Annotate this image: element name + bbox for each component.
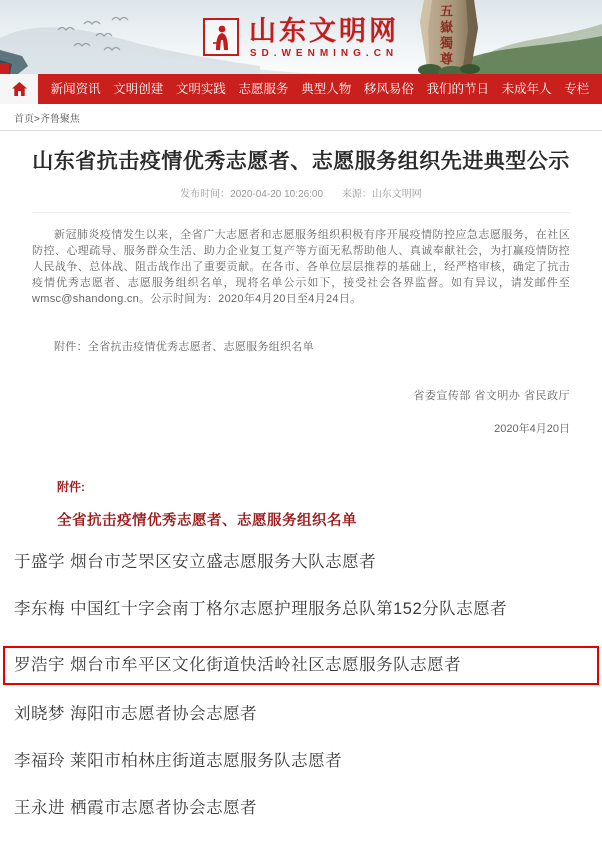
volunteer-affiliation: 海阳市志愿者协会志愿者 — [70, 705, 258, 723]
nav-items — [38, 74, 602, 104]
volunteer-affiliation: 栖霞市志愿者协会志愿者 — [70, 799, 258, 817]
article-body-paragraph: 新冠肺炎疫情发生以来，全省广大志愿者和志愿服务组织积极有序开展疫情防控应急志愿服务，在社区防控、心理疏导、服务群众生活、助力企业复工复产等方面无私帮助他人、真诚奉献社会，为打赢疫情防控人民战争、总体战、阻击战作出了重要贡献。在各市、各单位层层推荐的基础上，经严格审核，确定了抗击疫情优秀志愿者、志愿服务组织名单，现将名单公示如下，接受社会各界监督。如有异议，请发邮件至wmsc@shandong.cn。公示时间为：2020年4月20日至4月24日。 — [32, 229, 570, 305]
roster-item — [14, 798, 588, 819]
volunteer-name: 于盛学 — [14, 553, 65, 571]
roster-item — [14, 599, 588, 620]
attachment-note: 附件：全省抗击疫情优秀志愿者、志愿服务组织名单 — [54, 341, 314, 353]
article-source — [342, 189, 422, 200]
volunteer-name: 王永进 — [14, 799, 65, 817]
breadcrumb-section: 齐鲁聚焦 — [39, 114, 80, 125]
nav-item-minors[interactable]: 未成年人 — [501, 82, 552, 96]
issue-date: 2020年4月20日 — [494, 423, 570, 435]
main-nav — [0, 74, 602, 104]
publish-time-value: 2020-04-20 10:26:00 — [230, 189, 324, 200]
confucius-seal-icon — [203, 18, 239, 56]
site-name: 山东文明网 — [249, 15, 399, 46]
banner-red-corner — [0, 63, 9, 74]
issuing-departments: 省委宣传部 省文明办 省民政厅 — [413, 390, 570, 402]
roster-item — [14, 751, 588, 772]
nav-item-volunteer-service[interactable]: 志愿服务 — [238, 82, 289, 96]
volunteer-name: 罗浩宇 — [14, 656, 65, 674]
article — [0, 149, 602, 436]
publish-time — [180, 189, 323, 200]
appendix-label: 附件: — [57, 480, 85, 494]
volunteer-affiliation: 莱阳市柏林庄街道志愿服务队志愿者 — [70, 752, 343, 770]
nav-home-button[interactable] — [0, 74, 38, 104]
breadcrumb-home-link[interactable]: 首页 — [14, 114, 34, 125]
site-url: SD.WENMING.CN — [249, 47, 399, 59]
mountain-calligraphy: 五嶽獨尊 — [438, 4, 453, 68]
home-icon — [12, 82, 27, 96]
nav-item-civilization-creation[interactable]: 文明创建 — [113, 82, 164, 96]
appendix-title: 全省抗击疫情优秀志愿者、志愿服务组织名单 — [57, 513, 357, 529]
volunteer-name: 刘晓梦 — [14, 705, 65, 723]
meta-divider — [32, 212, 570, 213]
nav-item-our-festivals[interactable]: 我们的节日 — [426, 82, 489, 96]
nav-item-model-people[interactable]: 典型人物 — [301, 82, 352, 96]
nav-item-news[interactable]: 新闻资讯 — [50, 82, 101, 96]
volunteer-affiliation: 中国红十字会南丁格尔志愿护理服务总队第152分队志愿者 — [70, 600, 508, 618]
roster-item — [14, 552, 588, 573]
breadcrumb — [0, 104, 602, 131]
volunteer-name: 李东梅 — [14, 600, 65, 618]
volunteer-name: 李福玲 — [14, 752, 65, 770]
publish-time-label: 发布时间： — [180, 189, 231, 200]
volunteer-affiliation: 烟台市牟平区文化街道快活岭社区志愿服务队志愿者 — [70, 656, 462, 674]
source-label: 来源： — [341, 189, 372, 200]
brand-text — [249, 16, 399, 59]
nav-item-columns[interactable]: 专栏 — [564, 82, 590, 96]
volunteer-affiliation: 烟台市芝罘区安立盛志愿服务大队志愿者 — [70, 553, 377, 571]
volunteer-roster — [0, 552, 602, 865]
nav-item-changing-customs[interactable]: 移风易俗 — [363, 82, 414, 96]
appendix-section — [0, 478, 602, 530]
article-meta — [32, 185, 570, 200]
page-title: 山东省抗击疫情优秀志愿者、志愿服务组织先进典型公示 — [32, 150, 570, 173]
site-banner — [0, 0, 602, 74]
roster-item-highlighted — [3, 646, 599, 685]
site-logo[interactable] — [0, 0, 602, 74]
roster-item — [14, 704, 588, 725]
nav-item-civilization-practice[interactable]: 文明实践 — [175, 82, 226, 96]
source-value: 山东文明网 — [371, 189, 422, 200]
breadcrumb-separator: > — [34, 114, 40, 125]
